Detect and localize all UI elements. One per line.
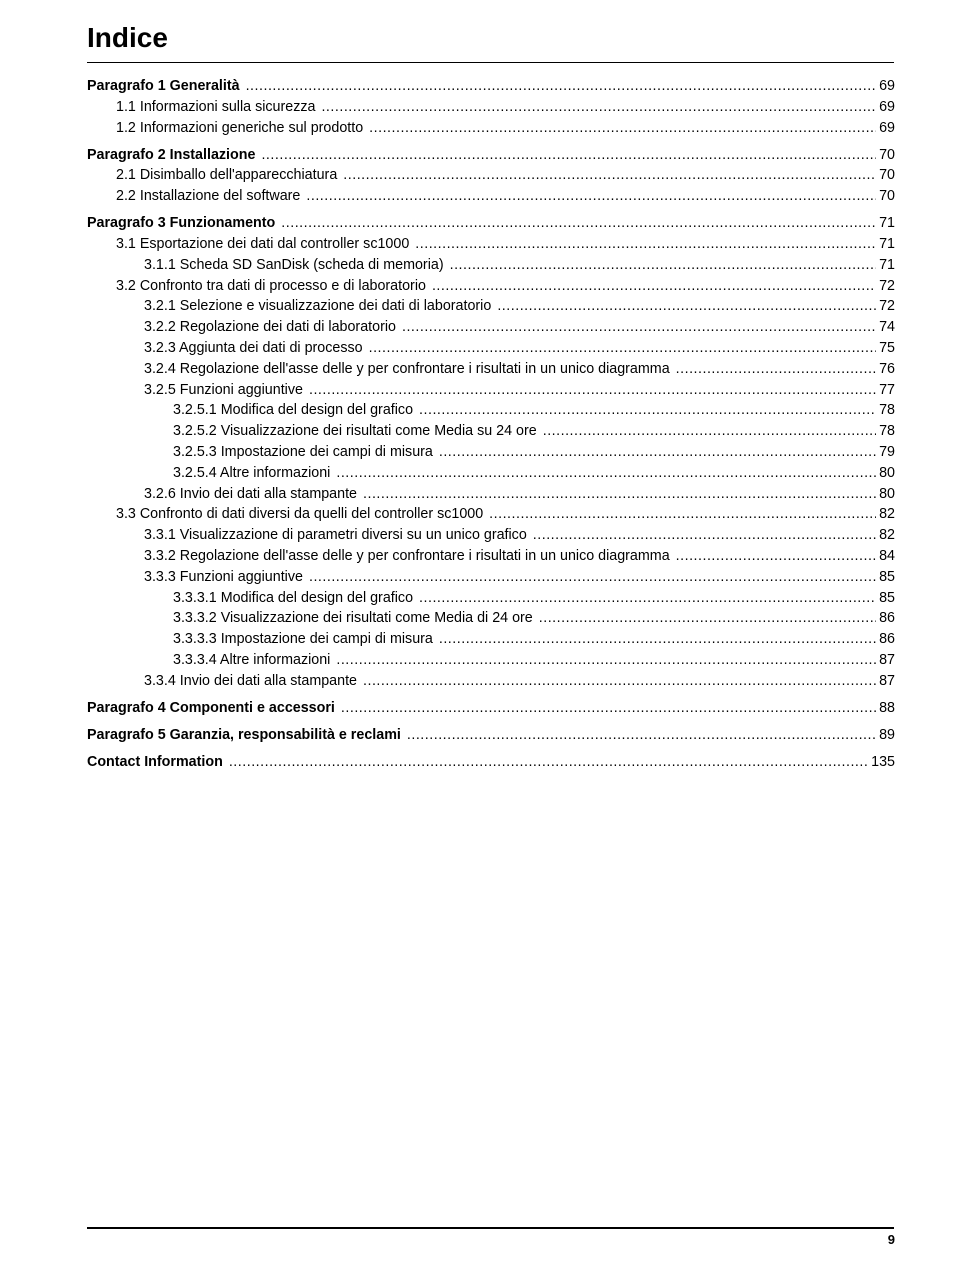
toc-dot-leader [363, 671, 876, 692]
toc-section-entry[interactable] [87, 97, 895, 118]
toc-section-entry[interactable] [87, 525, 895, 546]
toc-entry-page: 82 [879, 506, 895, 523]
toc-entry-page: 86 [879, 610, 895, 627]
toc-entry-label: Paragrafo 3 Funzionamento [87, 215, 276, 232]
toc-section-entry[interactable] [87, 338, 895, 359]
toc-dot-leader [343, 165, 876, 186]
toc-section-entry[interactable] [87, 629, 895, 650]
toc-chapter-entry[interactable] [87, 213, 895, 234]
toc-section-entry[interactable] [87, 608, 895, 629]
toc-dot-leader [341, 698, 876, 719]
toc-entry-page: 86 [879, 631, 895, 648]
toc-entry-page: 79 [879, 443, 895, 460]
toc-entry-page: 75 [879, 339, 895, 356]
toc-section-entry[interactable] [87, 359, 895, 380]
toc-section-entry[interactable] [87, 650, 895, 671]
toc-entry-page: 76 [879, 360, 895, 377]
toc-section-entry[interactable] [87, 276, 895, 297]
toc-entry-page: 135 [871, 753, 895, 770]
toc-entry-label: Paragrafo 4 Componenti e accessori [87, 699, 335, 716]
toc-dot-leader [419, 588, 876, 609]
toc-section-entry[interactable] [87, 165, 895, 186]
toc-entry-label: 3.3.3 Funzioni aggiuntive [144, 568, 303, 585]
toc-entry-label: 3.2.6 Invio dei dati alla stampante [144, 485, 358, 502]
toc-entry-label: 3.3.3.3 Impostazione dei campi di misura [173, 631, 433, 648]
toc-entry-label: 2.1 Disimballo dell'apparecchiatura [116, 167, 338, 184]
toc-dot-leader [415, 234, 876, 255]
toc-entry-label: 3.1.1 Scheda SD SanDisk (scheda di memoria) [144, 256, 444, 273]
toc-section-entry[interactable] [87, 118, 895, 139]
toc-entry-label: Paragrafo 5 Garanzia, responsabilità e reclami [87, 726, 401, 743]
toc-dot-leader [439, 629, 876, 650]
toc-dot-leader [439, 442, 876, 463]
toc-section-entry[interactable] [87, 588, 895, 609]
toc-section-entry[interactable] [87, 255, 895, 276]
toc-dot-leader [336, 463, 876, 484]
toc-section-entry[interactable] [87, 484, 895, 505]
toc-entry-label: 2.2 Installazione del software [116, 188, 301, 205]
toc-entry-label: 3.2.4 Regolazione dell'asse delle y per confrontare i risultati in un unico diagramma [144, 360, 670, 377]
toc-entry-page: 78 [879, 402, 895, 419]
toc-dot-leader [432, 276, 876, 297]
toc-dot-leader [450, 255, 877, 276]
toc-dot-leader [363, 484, 876, 505]
toc-entry-page: 72 [879, 277, 895, 294]
toc-section-entry[interactable] [87, 234, 895, 255]
toc-entry-label: 3.2.5.2 Visualizzazione dei risultati come Media su 24 ore [173, 423, 537, 440]
toc-chapter-entry[interactable] [87, 145, 895, 166]
toc-dot-leader [402, 317, 876, 338]
toc-entry-label: 1.2 Informazioni generiche sul prodotto [116, 119, 364, 136]
toc-chapter-entry[interactable] [87, 752, 895, 773]
toc-entry-label: 3.3.2 Regolazione dell'asse delle y per confrontare i risultati in un unico diagramma [144, 547, 670, 564]
toc-dot-leader [369, 338, 877, 359]
toc-entry-page: 87 [879, 672, 895, 689]
toc-section-entry[interactable] [87, 317, 895, 338]
toc-entry-label: Paragrafo 2 Installazione [87, 146, 256, 163]
toc-dot-leader [336, 650, 876, 671]
toc-entry-page: 88 [879, 699, 895, 716]
toc-entry-label: 1.1 Informazioni sulla sicurezza [116, 98, 316, 115]
toc-section-entry[interactable] [87, 296, 895, 317]
toc-entry-page: 71 [879, 256, 895, 273]
toc-entry-page: 89 [879, 726, 895, 743]
toc-section-entry[interactable] [87, 546, 895, 567]
toc-dot-leader [539, 608, 876, 629]
toc-section-entry[interactable] [87, 186, 895, 207]
toc-chapter-entry[interactable] [87, 698, 895, 719]
toc-entry-label: 3.2.5.1 Modifica del design del grafico [173, 402, 414, 419]
toc-entry-page: 84 [879, 547, 895, 564]
toc-entry-page: 70 [879, 188, 895, 205]
toc-entry-label: 3.2.5 Funzioni aggiuntive [144, 381, 303, 398]
toc-entry-label: 3.3 Confronto di dati diversi da quelli del controller sc1000 [116, 506, 484, 523]
toc-entry-page: 70 [879, 146, 895, 163]
toc-dot-leader [676, 359, 876, 380]
toc-section-entry[interactable] [87, 380, 895, 401]
toc-section-entry[interactable] [87, 442, 895, 463]
toc-entry-page: 70 [879, 167, 895, 184]
toc-dot-leader [321, 97, 876, 118]
toc-entry-label: 3.3.4 Invio dei dati alla stampante [144, 672, 358, 689]
toc-entry-page: 71 [879, 235, 895, 252]
toc-entry-label: 3.2.3 Aggiunta dei dati di processo [144, 339, 363, 356]
toc-dot-leader [533, 525, 876, 546]
toc-entry-label: 3.3.3.4 Altre informazioni [173, 651, 331, 668]
toc-dot-leader [489, 504, 876, 525]
toc-entry-page: 69 [879, 119, 895, 136]
toc-entry-page: 74 [879, 319, 895, 336]
toc-dot-leader [309, 380, 876, 401]
toc-entry-page: 69 [879, 98, 895, 115]
toc-entry-label: Paragrafo 1 Generalità [87, 78, 240, 94]
toc-dot-leader [281, 213, 876, 234]
toc-dot-leader [306, 186, 876, 207]
toc-entry-page: 87 [879, 651, 895, 668]
toc-entry-label: 3.2.5.4 Altre informazioni [173, 464, 331, 481]
toc-dot-leader [229, 752, 868, 773]
toc-section-entry[interactable] [87, 463, 895, 484]
toc-chapter-entry[interactable] [87, 76, 895, 97]
table-of-contents [87, 76, 895, 772]
toc-section-entry[interactable] [87, 400, 895, 421]
toc-dot-leader [407, 725, 876, 746]
toc-section-entry[interactable] [87, 421, 895, 442]
toc-entry-page: 85 [879, 568, 895, 585]
toc-dot-leader [261, 145, 876, 166]
toc-section-entry[interactable] [87, 567, 895, 588]
page-title: Indice [87, 22, 168, 53]
toc-entry-label: 3.3.3.1 Modifica del design del grafico [173, 589, 414, 606]
toc-entry-label: 3.2 Confronto tra dati di processo e di laboratorio [116, 277, 426, 294]
toc-entry-label: Contact Information [87, 753, 223, 770]
footer-divider [87, 1227, 894, 1229]
title-divider [87, 62, 894, 63]
toc-entry-page: 85 [879, 589, 895, 606]
toc-dot-leader [246, 76, 877, 97]
toc-entry-page: 80 [879, 485, 895, 502]
toc-dot-leader [309, 567, 876, 588]
toc-chapter-entry[interactable] [87, 725, 895, 746]
page-number: 9 [887, 1232, 895, 1247]
toc-entry-label: 3.3.1 Visualizzazione di parametri diversi su un unico grafico [144, 527, 527, 544]
toc-entry-label: 3.2.2 Regolazione dei dati di laboratorio [144, 319, 396, 336]
toc-entry-label: 3.3.3.2 Visualizzazione dei risultati come Media di 24 ore [173, 610, 533, 627]
toc-entry-label: 3.2.5.3 Impostazione dei campi di misura [173, 443, 433, 460]
toc-entry-page: 72 [879, 298, 895, 315]
toc-entry-label: 3.2.1 Selezione e visualizzazione dei dati di laboratorio [144, 298, 492, 315]
toc-entry-page: 71 [879, 215, 895, 232]
toc-section-entry[interactable] [87, 671, 895, 692]
toc-dot-leader [369, 118, 876, 139]
toc-dot-leader [676, 546, 876, 567]
toc-dot-leader [543, 421, 876, 442]
toc-entry-label: 3.1 Esportazione dei dati dal controller sc1000 [116, 235, 410, 252]
toc-entry-page: 69 [879, 78, 895, 94]
toc-dot-leader [419, 400, 876, 421]
toc-entry-page: 78 [879, 423, 895, 440]
toc-section-entry[interactable] [87, 504, 895, 525]
toc-entry-page: 82 [879, 527, 895, 544]
toc-entry-page: 80 [879, 464, 895, 481]
toc-entry-page: 77 [879, 381, 895, 398]
toc-dot-leader [497, 296, 876, 317]
